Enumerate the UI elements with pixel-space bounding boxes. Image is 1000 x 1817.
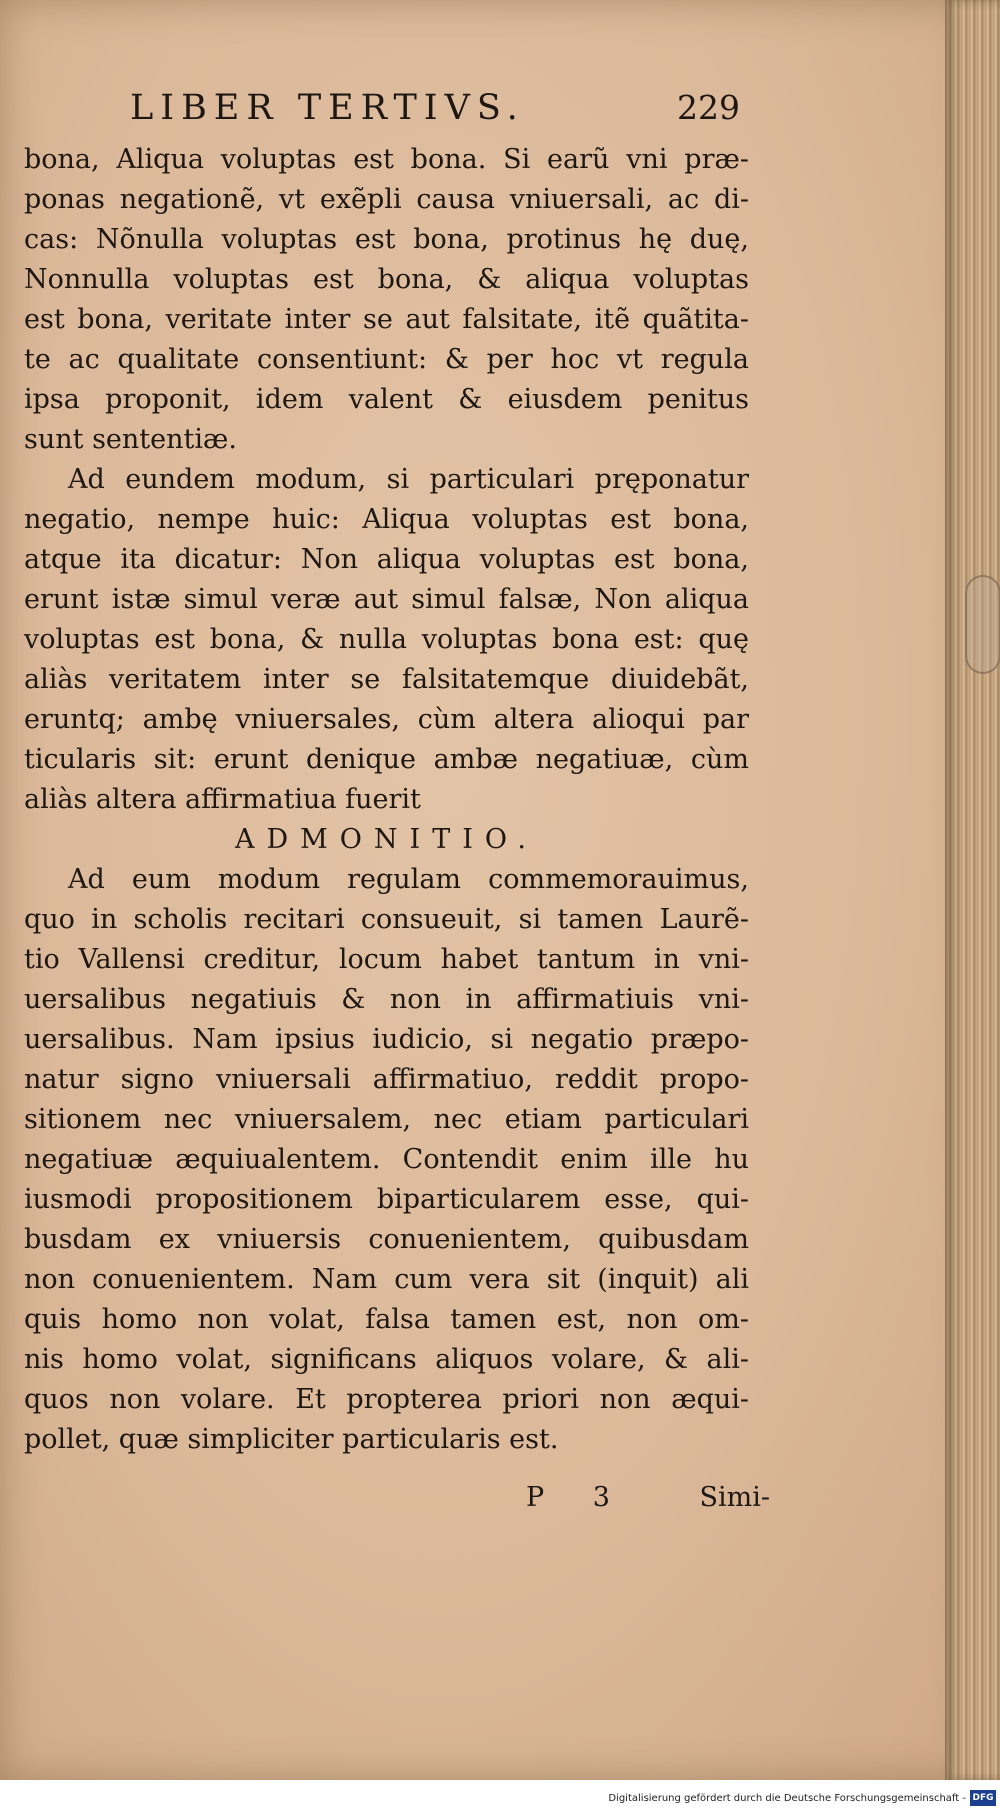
catchword: Simi- <box>699 1482 770 1513</box>
text-line: pollet, quæ simpliciter particularis est. <box>24 1424 559 1455</box>
text-line: tio Vallensi creditur, locum habet tantum in vni- <box>24 944 749 975</box>
text-line: voluptas est bona, & nulla voluptas bona est: quę <box>24 624 749 655</box>
text-line: quos non volare. Et propterea priori non æqui- <box>24 1384 749 1415</box>
text-line: sitionem nec vniuersalem, nec etiam particulari <box>24 1104 749 1135</box>
page-edge-stack <box>945 0 1000 1780</box>
running-title: LIBER TERTIVS. <box>130 88 525 128</box>
text-line: atque ita dicatur: Non aliqua voluptas est bona, <box>24 544 749 575</box>
text-line: est bona, veritate inter se aut falsitate, itẽ quãtita- <box>24 304 749 335</box>
text-line: uersalibus. Nam ipsius iudicio, si negatio præpo- <box>24 1024 749 1055</box>
text-line: sunt sententiæ. <box>24 424 237 455</box>
dfg-logo: DFG <box>970 1790 996 1806</box>
text-line: bona, Aliqua voluptas est bona. Si earũ vni præ- <box>24 144 749 175</box>
page-number: 229 <box>677 88 740 127</box>
text-line: uersalibus negatiuis & non in affirmatiuis vni- <box>24 984 749 1015</box>
text-line: erunt istæ simul veræ aut simul falsæ, Non aliqua <box>24 584 749 615</box>
text-line: aliàs veritatem inter se falsitatemque diuidebãt, <box>24 664 749 695</box>
text-line: aliàs altera affirmatiua fuerit <box>24 784 421 815</box>
text-line: non conuenientem. Nam cum vera sit (inquit) ali <box>24 1264 749 1295</box>
text-line: negatiuæ æquiualentem. Contendit enim ille hu <box>24 1144 749 1175</box>
section-heading: ADMONITIO. <box>234 824 539 855</box>
page-text <box>24 140 749 1460</box>
text-line: Ad eum modum regulam commemorauimus, <box>68 864 749 895</box>
text-line: negatio, nempe huic: Aliqua voluptas est bona, <box>24 504 749 535</box>
text-line: busdam ex vniuersis conuenientem, quibusdam <box>24 1224 749 1255</box>
signature-mark: P 3 <box>526 1482 630 1513</box>
text-line: Ad eundem modum, si particulari pręponatur <box>68 464 749 495</box>
text-line: ponas negationẽ, vt exẽpli causa vniuersali, ac di- <box>24 184 749 215</box>
text-line: quis homo non volat, falsa tamen est, non om- <box>24 1304 749 1335</box>
page-header <box>130 88 740 138</box>
funding-credit: Digitalisierung gefördert durch die Deutsche Forschungsgemeinschaft - <box>608 1793 966 1804</box>
text-line: quo in scholis recitari consueuit, si tamen Laurẽ- <box>24 904 749 935</box>
text-line: ticularis sit: erunt denique ambæ negatiuæ, cùm <box>24 744 749 775</box>
text-line: ipsa proponit, idem valent & eiusdem penitus <box>24 384 749 415</box>
text-line: natur signo vniuersali affirmatiuo, reddit propo- <box>24 1064 749 1095</box>
text-line: te ac qualitate consentiunt: & per hoc vt regula <box>24 344 749 375</box>
text-line: Nonnulla voluptas est bona, & aliqua voluptas <box>24 264 749 295</box>
page-footer <box>510 1482 770 1522</box>
text-line: eruntq; ambę vniuersales, cùm altera alioqui par <box>24 704 749 735</box>
text-line: iusmodi propositionem biparticularem esse, qui- <box>24 1184 749 1215</box>
text-line: cas: Nõnulla voluptas est bona, protinus hę duę, <box>24 224 749 255</box>
text-line: nis homo volat, significans aliquos volare, & ali- <box>24 1344 749 1375</box>
book-clasp <box>965 575 1000 674</box>
